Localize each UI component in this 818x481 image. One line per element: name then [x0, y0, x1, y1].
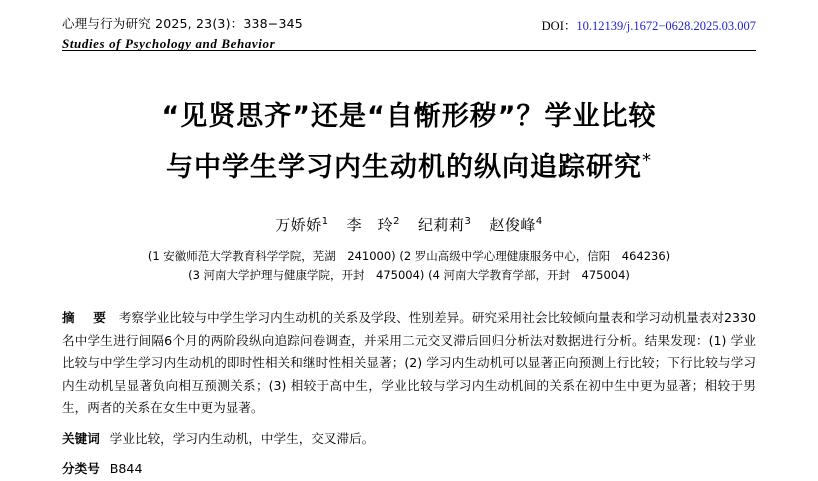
author-affiliation-marker: 4	[535, 216, 543, 227]
doi-value[interactable]: 10.12139/j.1672−0628.2025.03.007	[576, 19, 756, 33]
author-affiliation-marker: 3	[464, 216, 472, 227]
page-title-line-2-text: 与中学生学习内生动机的纵向追踪研究	[166, 152, 642, 183]
title-block	[62, 95, 756, 190]
journal-title-cn: 心理与行为研究 2025, 23(3)：338−345	[62, 16, 303, 31]
author-list	[62, 214, 756, 235]
keywords-row	[62, 428, 756, 451]
classification-text: B844	[109, 461, 143, 476]
keywords-text: 学业比较，学习内生动机，中学生，交叉滞后。	[109, 430, 375, 446]
affiliation-line: (1 安徽师范大学教育科学学院，芜湖 241000) (2 罗山高级中学心理健康服务中心，信阳 464236)	[147, 249, 671, 263]
affiliation-line: (3 河南大学护理与健康学院，开封 475004) (4 河南大学教育学部，开封 475004)	[188, 268, 630, 282]
classification-label: 分类号	[62, 461, 100, 476]
author-affiliation-marker: 1	[321, 216, 329, 227]
journal-title-en: Studies of Psychology and Behavior	[62, 36, 276, 51]
affiliation-list	[62, 247, 756, 285]
author-name: 李 玲	[346, 216, 394, 234]
page-header	[62, 0, 756, 51]
doi	[542, 16, 756, 34]
title-footnote-marker: *	[642, 150, 652, 171]
classification-row	[62, 458, 756, 481]
abstract-text: 考察学业比较与中学生学习内生动机的关系及学段、性别差异。研究采用社会比较倾向量表和学习动机量表对2330名中学生进行间隔6个月的两阶段纵向追踪问卷调查，并采用二元交叉滞后回归分析法对数据进行分析。结果发现：(1) 学业比较与中学生学习内生动机的即时性相关和继时性相关显著；(2) 学习内生动机可以显著正向预测上行比较；下行比较与学习内生动机呈显著负向相互预测关系；(3) 相较于高中生，学业比较与学习内生动机间的关系在初中生中更为显著；相较于男生，两者的关系在女生中更为显著。	[62, 310, 756, 415]
author-name: 纪莉莉	[418, 216, 465, 234]
page-title-line-1: “见贤思齐”还是“自惭形秽”？学业比较	[161, 101, 657, 132]
abstract-paragraph	[62, 307, 756, 420]
page-title-line-2	[62, 139, 756, 190]
author-name: 万娇娇	[275, 216, 322, 234]
abstract-label: 摘 要	[62, 310, 109, 325]
keywords-label: 关键词	[62, 430, 100, 446]
abstract-section	[62, 307, 756, 420]
author-affiliation-marker: 2	[393, 216, 400, 227]
doi-label: DOI：	[541, 19, 577, 33]
author-name: 赵俊峰	[489, 216, 536, 234]
